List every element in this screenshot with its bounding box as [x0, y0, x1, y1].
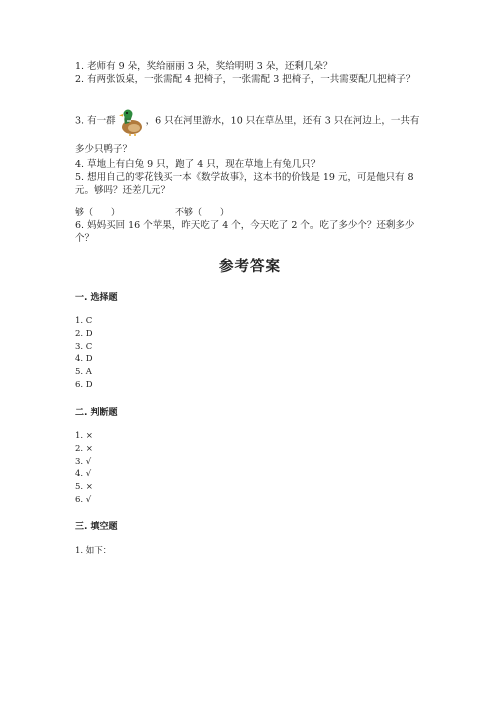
list-item: 4. √ [75, 469, 92, 480]
list-item: 1. × [75, 431, 93, 441]
fill-answers [75, 545, 111, 558]
option-enough: 够（ ） [75, 208, 121, 218]
section-choice-title: 一. 选择题 [75, 293, 118, 303]
section-judge-title: 二. 判断题 [75, 408, 118, 418]
list-item: 1. C [75, 316, 93, 326]
section-fill-title: 三. 填空题 [75, 522, 118, 532]
list-item: 2. D [75, 328, 93, 339]
duck-icon [118, 106, 144, 136]
question-2: 2. 有两张饭桌，一张需配 4 把椅子，一张需配 3 把椅子，一共需要配几把椅子？ [75, 74, 416, 85]
answer-key-title: 参考答案 [219, 258, 281, 275]
option-not-enough: 不够（ ） [175, 208, 230, 218]
list-item: 5. A [75, 367, 92, 378]
list-item: 3. √ [75, 456, 92, 467]
question-3 [75, 106, 425, 164]
question-3-rest: ，6 只在河里游水，10 只在草丛里，还有 3 只在河边上，一共有多少只鸭子？ [75, 115, 420, 155]
question-4: 4. 草地上有白兔 9 只，跑了 4 只，现在草地上有兔几只？ [75, 159, 321, 170]
question-6: 6. 妈妈买回 16 个苹果，昨天吃了 4 个，今天吃了 2 个。吃了多少个？还剩多少个？ [75, 220, 415, 244]
question-3-start: 3. 有一群 [75, 115, 116, 127]
list-item: 4. D [75, 354, 93, 365]
list-item: 6. D [75, 379, 93, 390]
choice-answers [75, 315, 93, 392]
judge-answers [75, 430, 93, 507]
list-item: 1. 如下： [75, 546, 112, 556]
question-1: 1. 老师有 9 朵，奖给丽丽 3 朵，奖给明明 3 朵，还剩几朵？ [75, 61, 333, 72]
list-item: 2. × [75, 443, 93, 454]
list-item: 3. C [75, 341, 93, 352]
list-item: 5. × [75, 482, 93, 493]
question-5: 5. 想用自己的零花钱买一本《数学故事》，这本书的价钱是 19 元，可是他只有 8 元。够吗？还差几元？ [75, 172, 414, 196]
list-item: 6. √ [75, 494, 92, 505]
